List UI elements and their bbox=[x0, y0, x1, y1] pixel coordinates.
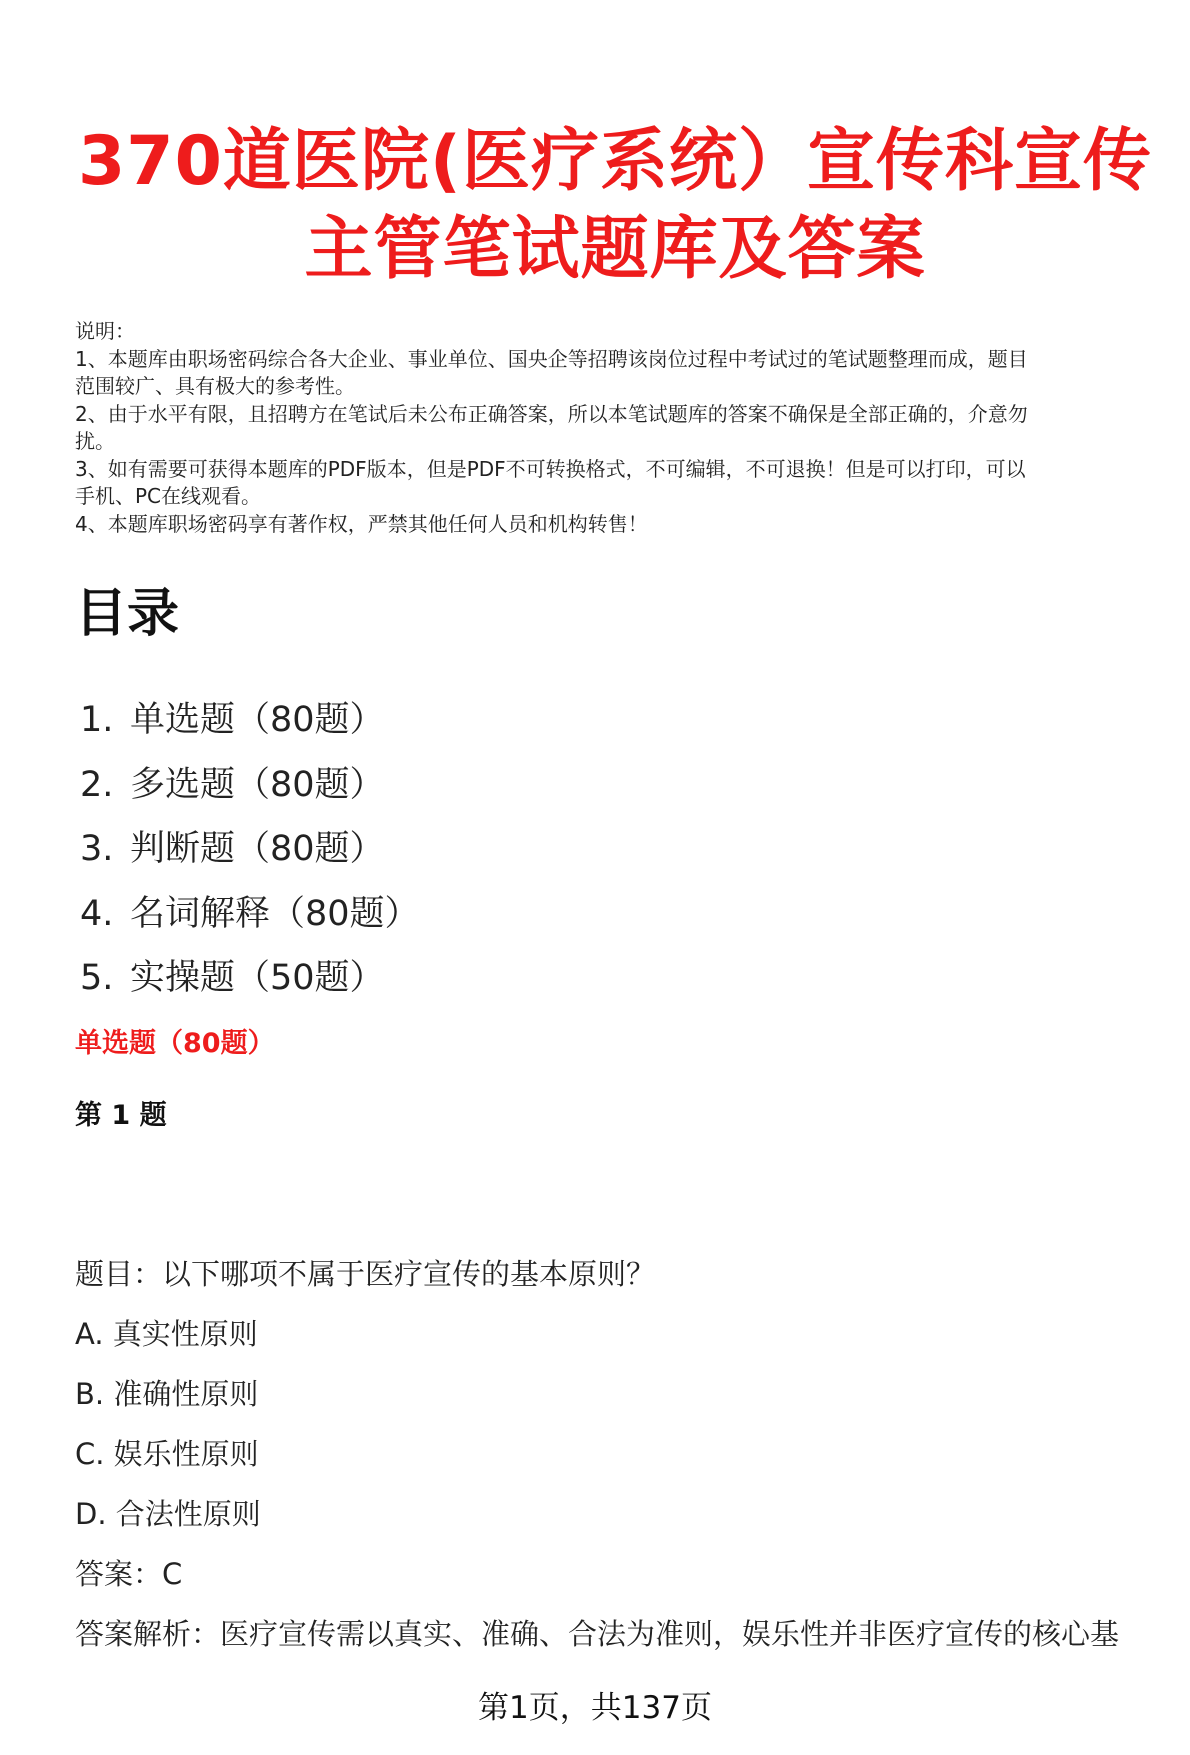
note-line: 扰。 bbox=[75, 429, 115, 453]
instructions-block bbox=[75, 318, 1155, 538]
question-block bbox=[75, 1244, 1175, 1664]
toc-item-number: 5. bbox=[80, 958, 114, 998]
toc-item-number: 3. bbox=[80, 829, 114, 869]
toc-item-label: 名词解释（80题） bbox=[130, 893, 420, 934]
toc-item[interactable] bbox=[80, 817, 420, 882]
section-title: 单选题（80题） bbox=[75, 1028, 275, 1059]
toc-item-number: 2. bbox=[80, 764, 114, 805]
toc-item[interactable] bbox=[80, 882, 420, 947]
note-line: 1、本题库由职场密码综合各大企业、事业单位、国央企等招聘该岗位过程中考试过的笔试题整理而成，题目 bbox=[75, 346, 1028, 371]
note-line: 4、本题库职场密码享有著作权，严禁其他任何人员和机构转售！ bbox=[75, 511, 648, 536]
toc-item[interactable] bbox=[80, 946, 420, 1011]
toc-heading: 目录 bbox=[75, 584, 180, 644]
answer: 答案：C bbox=[75, 1557, 183, 1591]
question-number: 第 1 题 bbox=[75, 1100, 167, 1131]
option-a: A. 真实性原则 bbox=[75, 1317, 258, 1351]
option-b: B. 准确性原则 bbox=[75, 1377, 259, 1411]
question-text: 题目：以下哪项不属于医疗宣传的基本原则？ bbox=[75, 1257, 656, 1291]
note-line: 手机、PC在线观看。 bbox=[75, 484, 262, 508]
note-line: 3、如有需要可获得本题库的PDF版本，但是PDF不可转换格式，不可编辑，不可退换！但是可以打印，可以 bbox=[75, 456, 1026, 481]
toc-item-label: 实操题（50题） bbox=[130, 958, 385, 998]
option-d: D. 合法性原则 bbox=[75, 1497, 261, 1531]
toc-item[interactable] bbox=[80, 753, 420, 818]
answer-explanation: 答案解析：医疗宣传需以真实、准确、合法为准则，娱乐性并非医疗宣传的核心基 bbox=[75, 1617, 1120, 1651]
toc-item-number: 4. bbox=[80, 893, 114, 934]
title-line-2: 主管笔试题库及答案 bbox=[304, 210, 926, 289]
table-of-contents bbox=[80, 688, 420, 1011]
note-line: 说明： bbox=[75, 319, 135, 343]
toc-item-label: 判断题（80题） bbox=[130, 829, 385, 869]
page-footer: 第1页，共137页 bbox=[478, 1690, 712, 1726]
title-line-1: 370道医院(医疗系统）宣传科宣传 bbox=[77, 122, 1153, 201]
toc-item-label: 多选题（80题） bbox=[130, 764, 385, 805]
document-title bbox=[60, 118, 1170, 294]
toc-item-label: 单选题（80题） bbox=[130, 700, 385, 740]
note-line: 2、由于水平有限，且招聘方在笔试后未公布正确答案，所以本笔试题库的答案不确保是全部正确的，介意勿 bbox=[75, 401, 1028, 426]
toc-item-number: 1. bbox=[80, 700, 114, 740]
toc-item[interactable] bbox=[80, 688, 420, 753]
note-line: 范围较广、具有极大的参考性。 bbox=[75, 374, 355, 398]
option-c: C. 娱乐性原则 bbox=[75, 1437, 259, 1471]
